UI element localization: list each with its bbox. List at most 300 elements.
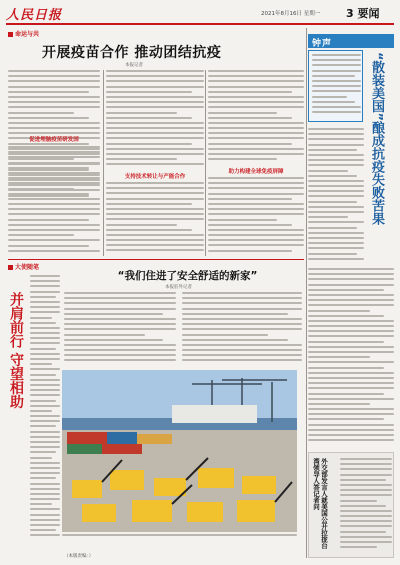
top-headline: 开展疫苗合作 推动团结抗疫 [42,45,222,61]
text-line [106,182,204,184]
text-line [340,458,392,460]
text-line [30,493,60,495]
text-line [308,439,394,441]
text-line [308,195,364,197]
text-line [30,280,60,282]
text-line [8,182,100,184]
text-line [208,153,304,155]
text-line [30,415,60,417]
text-line [30,529,56,531]
text-line [106,70,204,72]
text-line [30,368,60,370]
text-line [308,128,364,130]
text-line [30,291,60,293]
text-line [106,117,192,119]
text-line [308,144,364,146]
text-line [340,515,392,517]
text-line [30,322,56,324]
text-line [106,96,204,98]
text-line [30,477,56,479]
text-line [208,91,292,93]
text-line [308,278,394,280]
text-line [208,229,304,231]
text-line [308,159,364,161]
text-line [30,353,60,355]
text-line [30,389,60,391]
text-line [182,297,302,299]
text-line [340,474,392,476]
text-line [8,224,100,226]
top-byline: 本报记者 [125,63,143,68]
section-tag-mid [8,262,39,271]
text-line [312,101,355,103]
text-line [106,224,177,226]
text-line [340,536,392,538]
text-line [308,315,384,317]
section-tag-top-label: 命运与共 [15,31,40,38]
text-line [30,446,60,448]
text-line [312,54,361,56]
text-line [8,198,100,200]
column-rule [205,70,206,256]
text-line [30,358,60,360]
text-line [8,172,100,174]
text-line [208,198,292,200]
text-line [182,302,302,304]
text-line [30,363,52,365]
text-line [8,132,100,134]
text-line [8,127,100,129]
text-line [30,410,52,412]
text-line [106,101,204,103]
text-line [106,137,204,139]
column-rule [103,70,104,256]
text-line [30,301,60,303]
text-line [64,323,176,325]
text-line [8,106,100,108]
text-line [30,285,60,287]
section-square-icon [8,32,13,37]
text-line [340,494,392,496]
text-line [308,325,394,327]
text-line [208,132,304,134]
text-line [30,436,60,438]
text-line [30,405,60,407]
port-photo-illustration [62,370,297,532]
text-line [340,484,392,486]
text-line [30,306,60,308]
text-line [208,177,304,179]
text-line [308,138,364,140]
text-line [308,382,394,384]
text-line [106,153,204,155]
text-line [312,106,361,108]
text-line [308,320,394,322]
text-line [64,359,176,361]
text-line [308,247,364,249]
text-line [308,284,394,286]
text-line [308,170,348,172]
text-line [308,201,357,203]
text-line [30,420,60,422]
text-line [308,190,364,192]
text-line [8,193,89,195]
text-line [106,158,177,160]
statement-col [340,458,392,554]
text-line [208,148,304,150]
subhead-mid-1: 支持技术转让与产能合作 [124,174,186,180]
text-line [308,273,394,275]
text-line [30,498,60,500]
text-line [8,75,100,77]
text-line [30,348,56,350]
text-line [30,508,60,510]
text-line [208,224,292,226]
text-line [308,351,394,353]
text-line [308,253,357,255]
text-line [8,96,100,98]
text-line [64,328,176,330]
text-line [8,112,74,114]
text-line [106,106,204,108]
text-line [30,457,52,459]
text-line [340,505,386,507]
text-line [340,463,392,465]
text-line [308,356,370,358]
text-line [30,472,60,474]
summary-text [312,54,361,120]
text-line [30,394,60,396]
text-line [30,327,60,329]
photo-caption [62,534,297,544]
text-line [312,64,361,66]
text-line [308,185,364,187]
text-line [308,289,384,291]
text-line [106,192,204,194]
text-line [64,313,163,315]
text-line [8,213,100,215]
text-line [208,213,304,215]
text-line [106,86,204,88]
text-line [106,187,204,189]
text-line [308,304,394,306]
text-line [106,203,192,205]
text-line [208,106,304,108]
text-line [308,149,357,151]
text-line [208,80,304,82]
text-line [8,146,100,148]
text-line [308,424,394,426]
text-line [64,308,176,310]
text-line [208,75,304,77]
text-line [64,334,145,336]
text-line [340,520,392,522]
text-line [8,229,100,231]
text-line [106,75,204,77]
text-line [308,133,364,135]
text-line [308,175,357,177]
text-line [30,425,56,427]
text-line [208,101,304,103]
subhead-left-1: 促进埋脑疫苗研发国 [29,137,79,143]
text-line [340,546,377,548]
text-line [312,75,355,77]
text-line [106,208,204,210]
text-line [208,86,304,88]
text-line [106,148,204,150]
text-line [30,483,60,485]
text-line [208,250,292,252]
text-line [312,111,361,113]
text-line [106,234,204,236]
text-line [208,137,304,139]
text-line [308,429,394,431]
text-line [30,374,56,376]
text-line [64,344,176,346]
text-line [308,341,384,343]
text-line [208,244,304,246]
text-line [208,112,277,114]
text-line [182,339,288,341]
text-line [106,198,204,200]
text-line [106,112,177,114]
text-line [8,177,100,179]
text-line [30,317,52,319]
quote-headline: “我们住进了安全舒适的新家” [117,270,258,282]
text-line [208,117,292,119]
text-line [8,117,89,119]
text-line [64,339,163,341]
body-col-2b [106,182,204,256]
text-line [340,489,392,491]
body-col-2 [106,70,204,170]
text-line [182,318,302,320]
text-line [340,510,392,512]
text-line [208,182,304,184]
text-line [308,206,364,208]
text-line [30,275,60,277]
text-line [182,354,302,356]
text-line [208,193,304,195]
text-line [30,332,60,334]
text-line [30,451,56,453]
essay-col-left [30,275,60,545]
commentary-summary-box [308,50,363,122]
text-line [340,479,386,481]
text-line [308,268,394,270]
text-line [8,162,100,164]
text-line [30,534,60,536]
text-line [308,232,364,234]
text-line [308,387,394,389]
text-line [106,229,192,231]
text-line [64,292,176,294]
text-line [182,349,302,351]
text-line [106,122,204,124]
section-tag-mid-label: 大使随笔 [15,264,40,271]
text-line [312,96,347,98]
subhead-right-1: 助力构建全球免疫屏障 [228,169,284,175]
text-line [308,408,394,410]
text-line [106,91,192,93]
text-line [182,313,288,315]
text-line [182,292,302,294]
text-line [8,151,100,153]
essay-vertical-headline: 并肩前行 守望相助 [8,292,24,409]
commentary-label: 钟声 [312,39,333,49]
masthead-rule [6,23,394,25]
text-line [308,434,394,436]
text-line [312,59,361,61]
text-line [8,208,100,210]
commentary-vertical-headline: “散装美国”酿成抗疫失败苦果 [369,52,384,226]
text-line [64,354,176,356]
quote-col-1 [64,292,176,366]
text-line [308,237,364,239]
masthead [6,4,394,22]
text-line [62,534,297,536]
text-line [30,342,60,344]
text-line [64,349,176,351]
body-col-1b [8,146,100,256]
text-line [308,227,357,229]
text-line [30,467,60,469]
text-line [208,158,277,160]
text-line [8,156,100,158]
text-line [208,234,304,236]
text-line [8,245,89,247]
text-line [308,242,364,244]
text-line [30,524,60,526]
text-line [8,239,100,241]
statement-vertical-headline: 外交部发言人就美国公开拉拢台湾领导人答记者问 [312,458,328,549]
text-line [340,525,392,527]
text-line [30,503,52,505]
text-line [8,219,89,221]
text-line [308,335,394,337]
footer-note: （本版责编：） [64,554,94,559]
text-line [308,346,394,348]
text-line [308,372,394,374]
text-line [30,400,56,402]
cargo-ship [172,405,257,423]
text-line [308,180,364,182]
text-line [8,80,100,82]
text-line [106,218,204,220]
text-line [106,127,204,129]
dateline: 2021年8月16日 星期一 [261,11,321,17]
text-line [340,468,392,470]
text-line [8,91,89,93]
text-line [208,208,304,210]
text-line [8,122,100,124]
text-line [308,154,364,156]
text-line [64,297,176,299]
text-line [208,239,304,241]
text-line [182,328,302,330]
text-line [308,258,364,260]
text-line [30,514,60,516]
text-line [8,70,100,72]
text-line [8,234,74,236]
text-line [106,239,204,241]
text-line [106,249,204,251]
body-col-3b [208,177,304,256]
text-line [340,531,386,533]
text-line [182,344,302,346]
text-line [308,216,348,218]
text-line [308,393,384,395]
text-line [312,70,361,72]
text-line [182,359,302,361]
text-line [308,211,364,213]
text-line [30,488,60,490]
text-line [8,86,100,88]
newspaper-logo: 人民日报 [6,8,63,23]
text-line [308,294,394,296]
text-line [308,418,384,420]
text-line [30,441,60,443]
section-divider [8,259,304,260]
text-line [182,308,302,310]
section-tag-top [8,29,39,38]
text-line [308,330,394,332]
text-line [30,462,60,464]
text-line [308,299,394,301]
text-line [208,122,304,124]
text-line [8,203,100,205]
column-rule [306,28,307,558]
text-line [30,519,60,521]
text-line [340,541,392,543]
text-line [340,500,377,502]
text-line [106,244,204,246]
text-line [106,213,204,215]
text-line [182,334,268,336]
text-line [208,219,277,221]
text-line [106,143,192,145]
text-line [312,80,361,82]
text-line [208,96,304,98]
quote-byline: 本报驻外记者 [165,285,192,290]
commentary-col-2 [308,268,394,448]
text-line [30,296,56,298]
text-line [208,203,304,205]
text-line [30,431,60,433]
text-line [308,377,394,379]
text-line [208,187,304,189]
text-line [208,143,292,145]
text-line [208,70,304,72]
text-line [312,90,361,92]
body-col-3 [208,70,304,165]
text-line [8,188,74,190]
text-line [8,101,100,103]
text-line [106,80,204,82]
text-line [308,310,370,312]
text-line [8,167,89,169]
text-line [308,164,364,166]
section-square-icon [8,265,13,270]
text-line [30,379,60,381]
text-line [308,367,384,369]
quote-col-2 [182,292,302,366]
text-line [64,302,176,304]
page-number: 3 要闻 [346,7,380,20]
text-line [308,361,394,363]
text-line [312,85,361,87]
text-line [308,403,370,405]
